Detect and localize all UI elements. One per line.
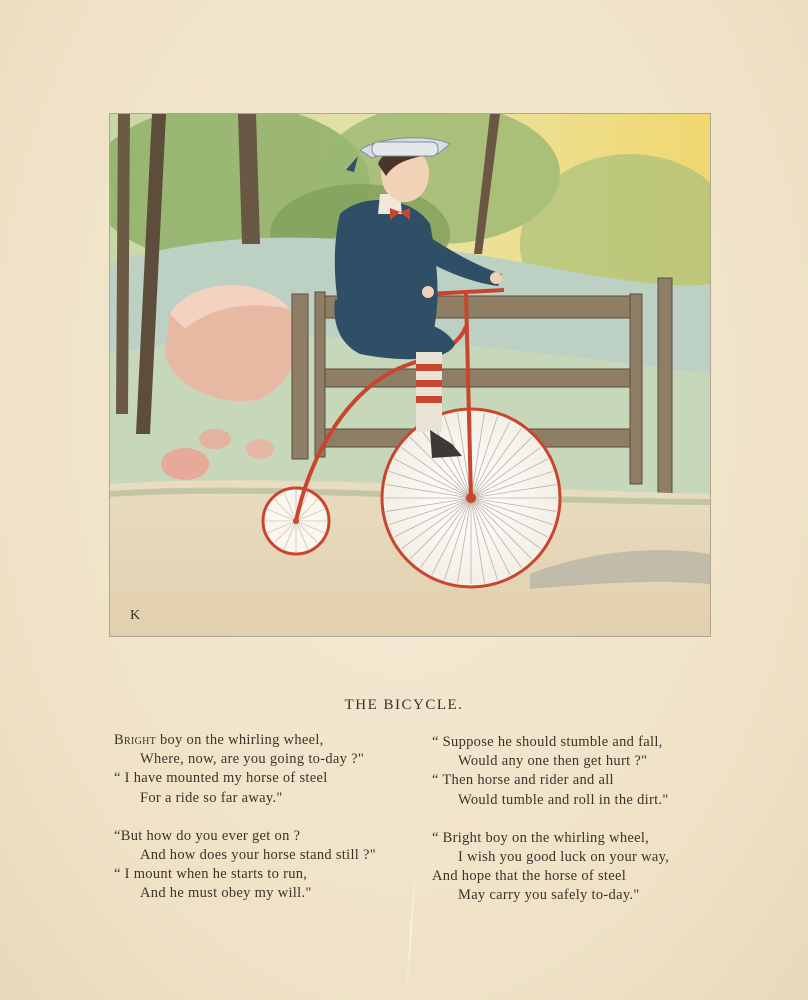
illustration-drawing [110,114,710,636]
poem-title: THE BICYCLE. [344,697,464,713]
artist-monogram: K [130,608,141,623]
bicycle-illustration [110,114,710,636]
poem-right-column [432,733,732,906]
poem-left-column [114,731,434,904]
verse-line: Where, now, are you going to-day ?" [140,751,365,768]
verse-line: Would any one then get hurt ?" [458,753,648,770]
verse-line: And how does your horse stand still ?" [140,847,377,864]
verse-line: “ Then horse and rider and all [432,772,614,789]
verse-first-word: Bright [114,732,157,748]
verse-line: “ Suppose he should stumble and fall, [432,734,663,750]
verse-line: Would tumble and roll in the dirt." [458,791,669,808]
verse-line: May carry you safely to-day." [458,887,640,904]
verse-line: I wish you good luck on your way, [458,849,670,866]
verse-line: “But how do you ever get on ? [114,827,301,844]
verse-line [114,731,434,750]
verse-line: And he must obey my will." [140,885,312,902]
verse-line-text: boy on the whirling wheel, [156,732,324,748]
verse-line: “ I have mounted my horse of steel [114,770,328,787]
verse-line: “ I mount when he starts to run, [114,866,308,883]
verse-line: For a ride so far away." [140,789,283,806]
stanza-gap [432,810,732,829]
verse-line: “ Bright boy on the whirling wheel, [432,829,650,846]
stanza-gap [114,808,434,827]
verse-line: And hope that the horse of steel [432,868,627,885]
